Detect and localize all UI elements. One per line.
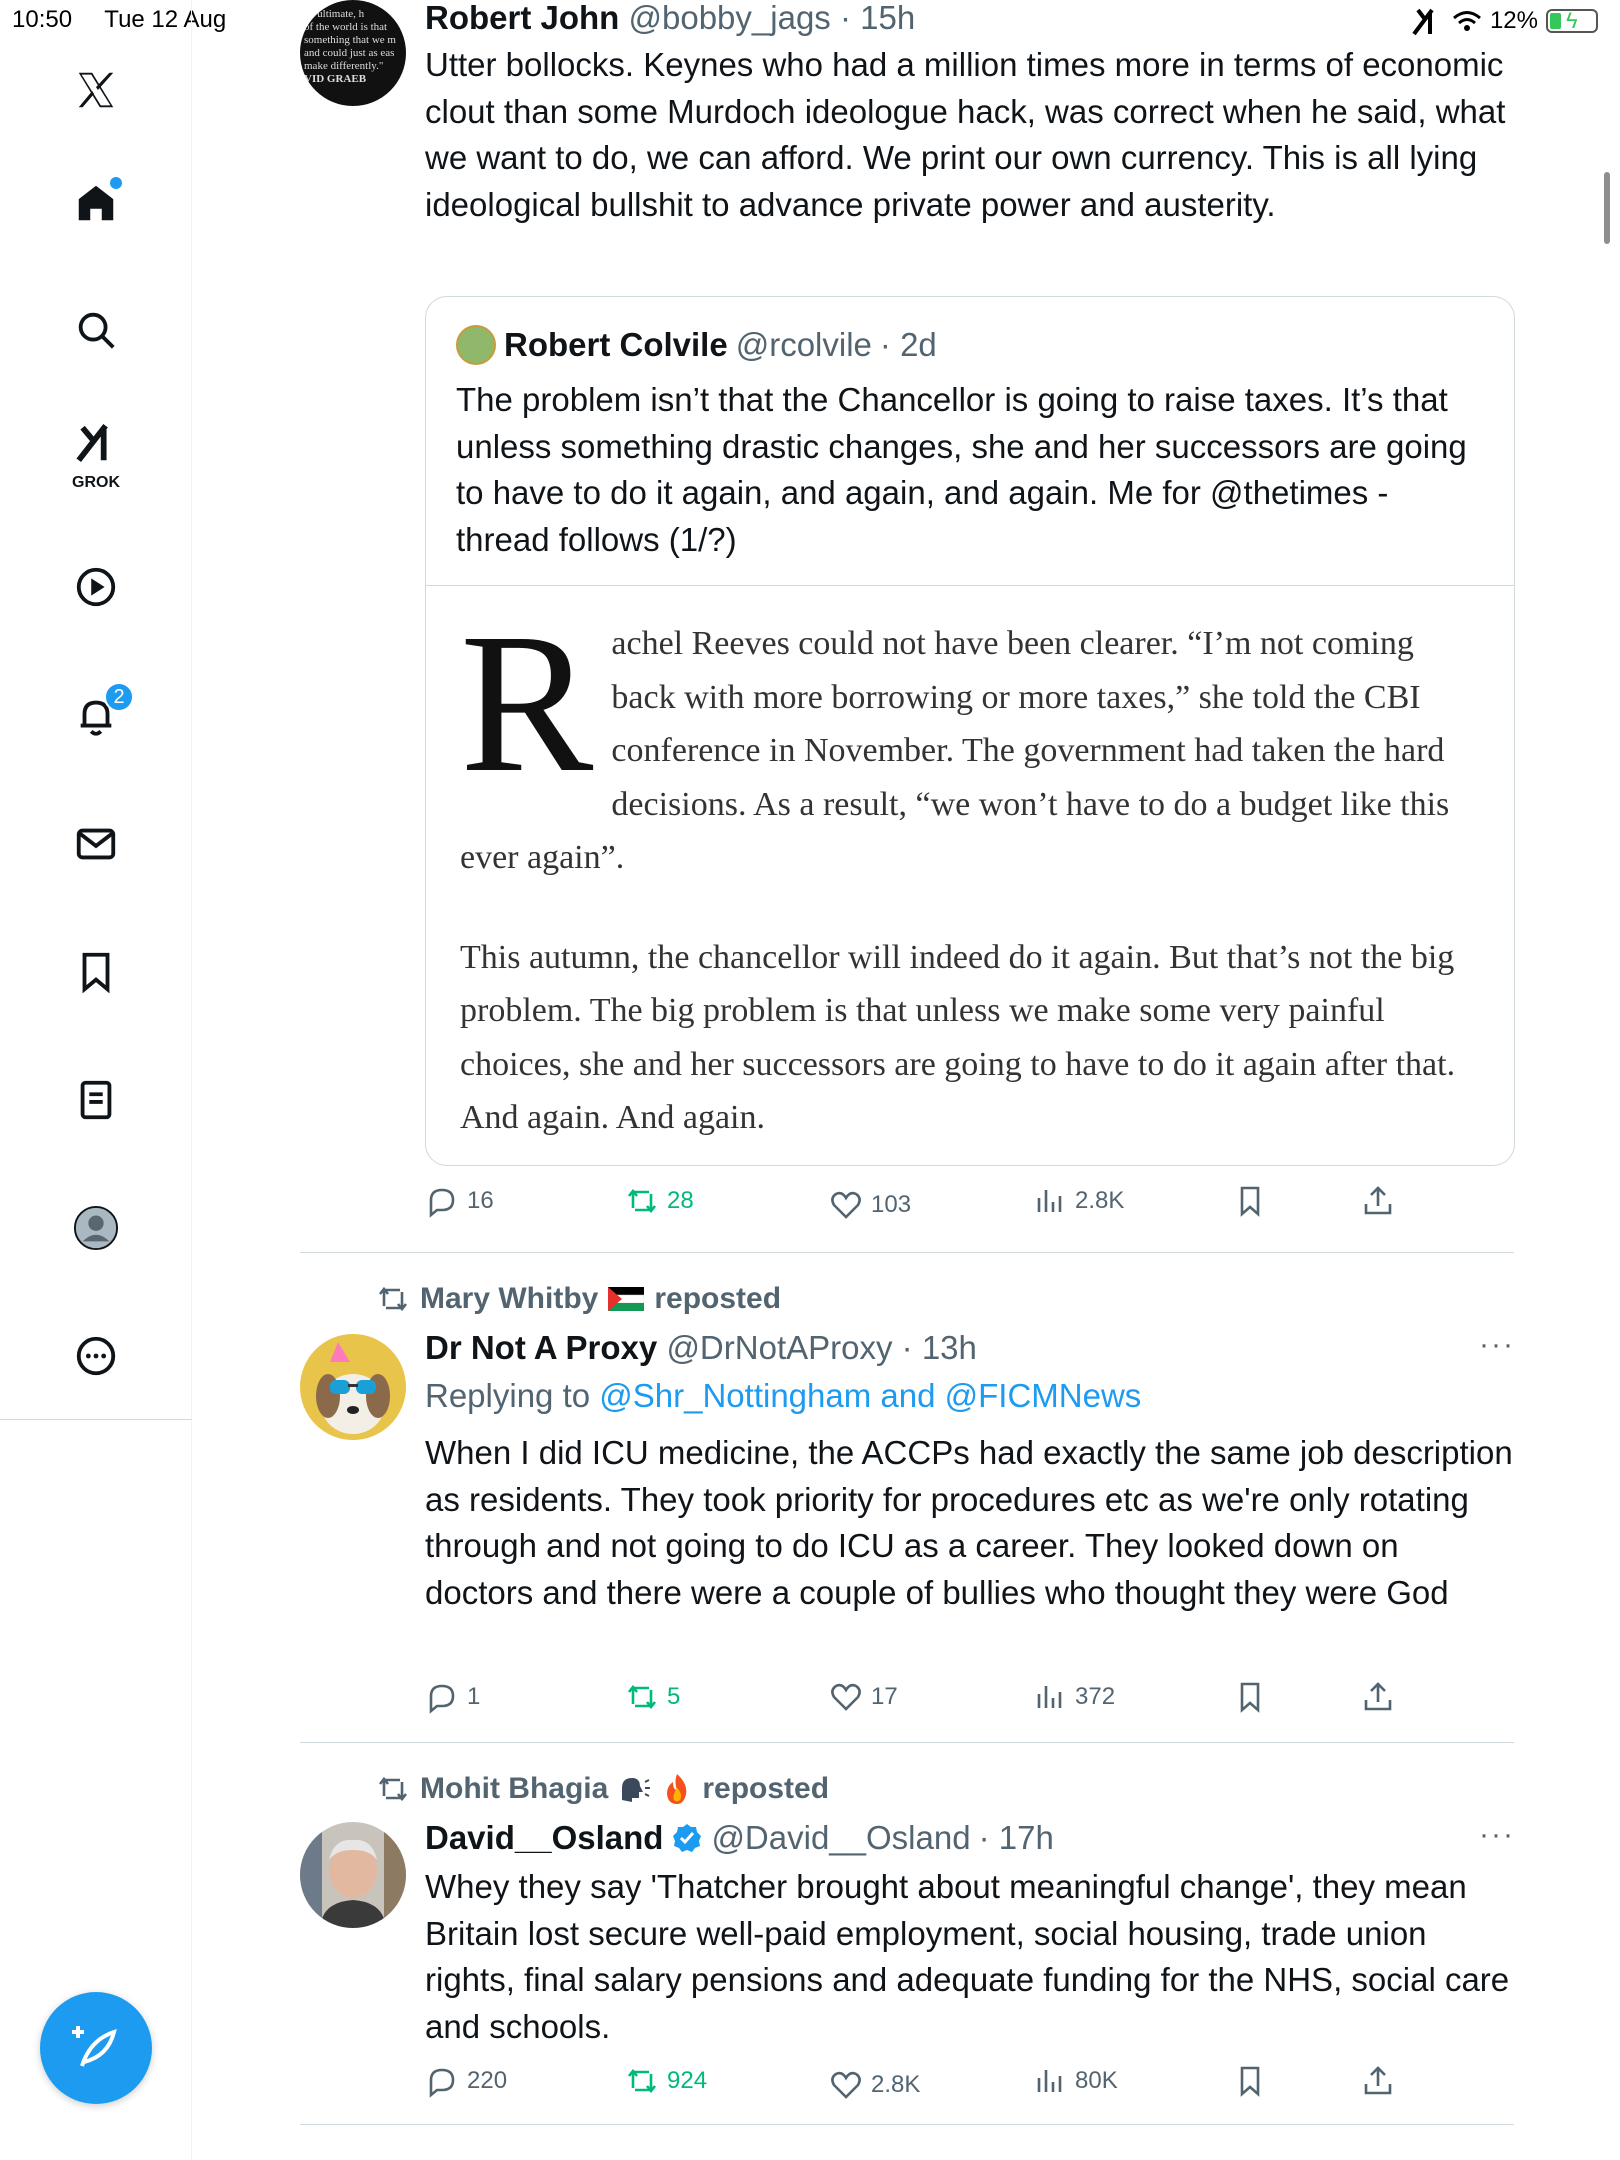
article-dropcap: R [460,593,594,814]
scrollbar[interactable] [1604,172,1610,244]
reply-icon [425,1680,459,1714]
quote-author-handle: @rcolvile [735,326,872,363]
tweet-header [425,1818,1515,1858]
speaking-head-icon [618,1774,652,1804]
divider [300,1252,1514,1253]
robert-john-avatar[interactable]: he ultimate, h of the world is that something that we m and could just as eas make differently." VID GRAEB [300,0,406,106]
repost-icon [376,1772,410,1806]
repost-icon [376,1282,410,1316]
notifications-badge: 2 [104,682,134,712]
notifications-icon[interactable] [64,684,128,748]
quote-header [456,325,937,365]
heart-icon [829,2068,863,2102]
status-time: 10:50 [12,6,73,33]
divider [300,2124,1514,2125]
tweet-1-actions [425,1184,1525,1224]
like-button[interactable]: 17 [829,1680,898,1714]
david-osland-avatar[interactable] [300,1822,406,1928]
search-icon[interactable] [64,298,128,362]
reply-button[interactable]: 1 [425,1680,480,1714]
divider [300,1742,1514,1743]
reply-button[interactable]: 220 [425,2064,507,2098]
repost-icon [625,1680,659,1714]
compose-feather-icon [68,2020,124,2076]
tweet-time: · 15h [839,0,916,36]
views-icon [1033,2064,1067,2098]
share-button[interactable] [1361,1184,1395,1218]
reposted-label: reposted [702,1772,830,1805]
messages-icon[interactable] [64,812,128,876]
author-name[interactable]: Robert John [425,0,620,36]
tweet-text: Whey they say 'Thatcher brought about meaningful change', they mean Britain lost secure well-paid employment, social housing, trade union rights, final salary pensions and adequate funding for the NHS, social care and schools. [425,1868,1510,2045]
article-paragraph-2: This autumn, the chancellor will indeed do it again. But that’s not the big problem. The big problem is that unless we make some very painful choices, she and her successors are going to have to do it again after that. And again. And again. [460,938,1456,1136]
compose-button[interactable] [40,1992,152,2104]
article-image[interactable] [460,593,1480,1166]
tweet-2[interactable] [425,1328,1515,1616]
dr-not-a-proxy-avatar[interactable] [300,1334,406,1440]
views-button[interactable]: 80K [1033,2064,1118,2098]
tweet-3-actions [425,2064,1525,2104]
man-avatar-image [300,1822,406,1928]
share-icon [1361,1680,1395,1714]
more-options-button[interactable]: ··· [1479,1328,1515,1361]
repost-context[interactable] [376,1772,829,1806]
home-icon[interactable] [64,171,128,235]
verified-badge-icon [671,1822,703,1854]
author-name[interactable]: Dr Not A Proxy [425,1329,658,1366]
more-icon[interactable] [64,1324,128,1388]
author-handle[interactable]: @DrNotAProxy [666,1329,893,1366]
tweet-header [425,1328,1515,1368]
repost-context[interactable] [376,1282,781,1316]
reply-icon [425,1184,459,1218]
share-icon [1361,1184,1395,1218]
dog-avatar-image [300,1334,406,1440]
like-button[interactable]: 2.8K [829,2068,920,2102]
bookmark-button[interactable] [1233,2064,1267,2098]
sidebar [0,0,192,1420]
reposter-name: Mary Whitby [420,1282,599,1315]
bookmark-button[interactable] [1233,1184,1267,1218]
author-handle[interactable]: @David__Osland [711,1819,971,1856]
repost-button[interactable]: 28 [625,1184,694,1218]
tweet-text: Utter bollocks. Keynes who had a million times more in terms of economic clout than some Murdoch ideologue hack, was correct when he said, what we want to do, we can afford. We print our own currency. This is all lying ideological bullshit to advance private power and austerity. [425,46,1506,223]
tweet-1[interactable] [425,0,1515,228]
replying-to-handles[interactable]: @Shr_Nottingham and @FICMNews [599,1377,1142,1414]
repost-icon [625,2064,659,2098]
article-paragraph-1: achel Reeves could not have been clearer. “I’m not coming back with more borrowing or more taxes,” she told the CBI conference in November. The government had taken the hard decisions. As a result, “we won’t have to do a budget like this ever again”. [460,625,1450,876]
views-button[interactable]: 2.8K [1033,1184,1124,1218]
home-notification-dot [110,177,122,189]
battery-percent: 12% [1489,7,1538,34]
quote-avatar [456,325,496,365]
bookmark-icon [1233,2064,1267,2098]
x-logo-icon[interactable] [64,58,128,122]
reposted-label: reposted [654,1282,782,1315]
views-button[interactable]: 372 [1033,1680,1115,1714]
reply-button[interactable]: 16 [425,1184,494,1218]
bookmark-icon [1233,1680,1267,1714]
grok-icon[interactable] [64,420,128,491]
tweet-time: · 17h [978,1819,1054,1856]
tweet-time: · 13h [901,1329,977,1366]
share-button[interactable] [1361,1680,1395,1714]
heart-icon [829,1680,863,1714]
tweet-text: When I did ICU medicine, the ACCPs had exactly the same job description as residents. They took priority for procedures etc as we're only rotating through and not going to do ICU as a career. They looked down on doctors and there were a couple of bullies who thought they were God [425,1434,1513,1611]
tweet-header [425,0,1515,38]
palestine-flag-icon [608,1287,644,1311]
views-icon [1033,1680,1067,1714]
quote-divider [426,585,1514,586]
quote-text: The problem isn’t that the Chancellor is going to raise taxes. It’s that unless something drastic changes, she and her successors are going to have to do it again, and again, and again. Me for @thetimes - thread follows (1/?) [456,381,1467,558]
video-icon[interactable] [64,555,128,619]
battery-icon: ϟ [1546,9,1598,33]
quoted-tweet[interactable] [425,296,1515,1166]
lists-icon[interactable] [64,1068,128,1132]
reposter-name: Mohit Bhagia [420,1772,609,1805]
more-options-button[interactable]: ··· [1479,1818,1515,1851]
repost-icon [625,1184,659,1218]
heart-icon [829,1188,863,1222]
quote-author-name: Robert Colvile [504,326,728,363]
grok-label: GROK [72,474,120,491]
repost-button[interactable]: 924 [625,2064,707,2098]
status-date: Tue 12 Aug [104,6,227,33]
bookmarks-icon[interactable] [64,940,128,1004]
bookmark-button[interactable] [1233,1680,1267,1714]
author-name[interactable]: David__Osland [425,1819,664,1856]
fire-icon [662,1772,692,1806]
views-icon [1033,1184,1067,1218]
repost-button[interactable]: 5 [625,1680,680,1714]
share-button[interactable] [1361,2064,1395,2098]
tweet-3[interactable] [425,1818,1515,2050]
share-icon [1361,2064,1395,2098]
replying-to: Replying to @Shr_Nottingham and @FICMNews [425,1377,1142,1414]
quote-time: · 2d [879,326,937,363]
profile-icon[interactable] [64,1196,128,1260]
author-handle[interactable]: @bobby_jags [628,0,831,36]
like-button[interactable]: 103 [829,1188,911,1222]
reply-icon [425,2064,459,2098]
bookmark-icon [1233,1184,1267,1218]
tweet-2-actions [425,1680,1525,1720]
